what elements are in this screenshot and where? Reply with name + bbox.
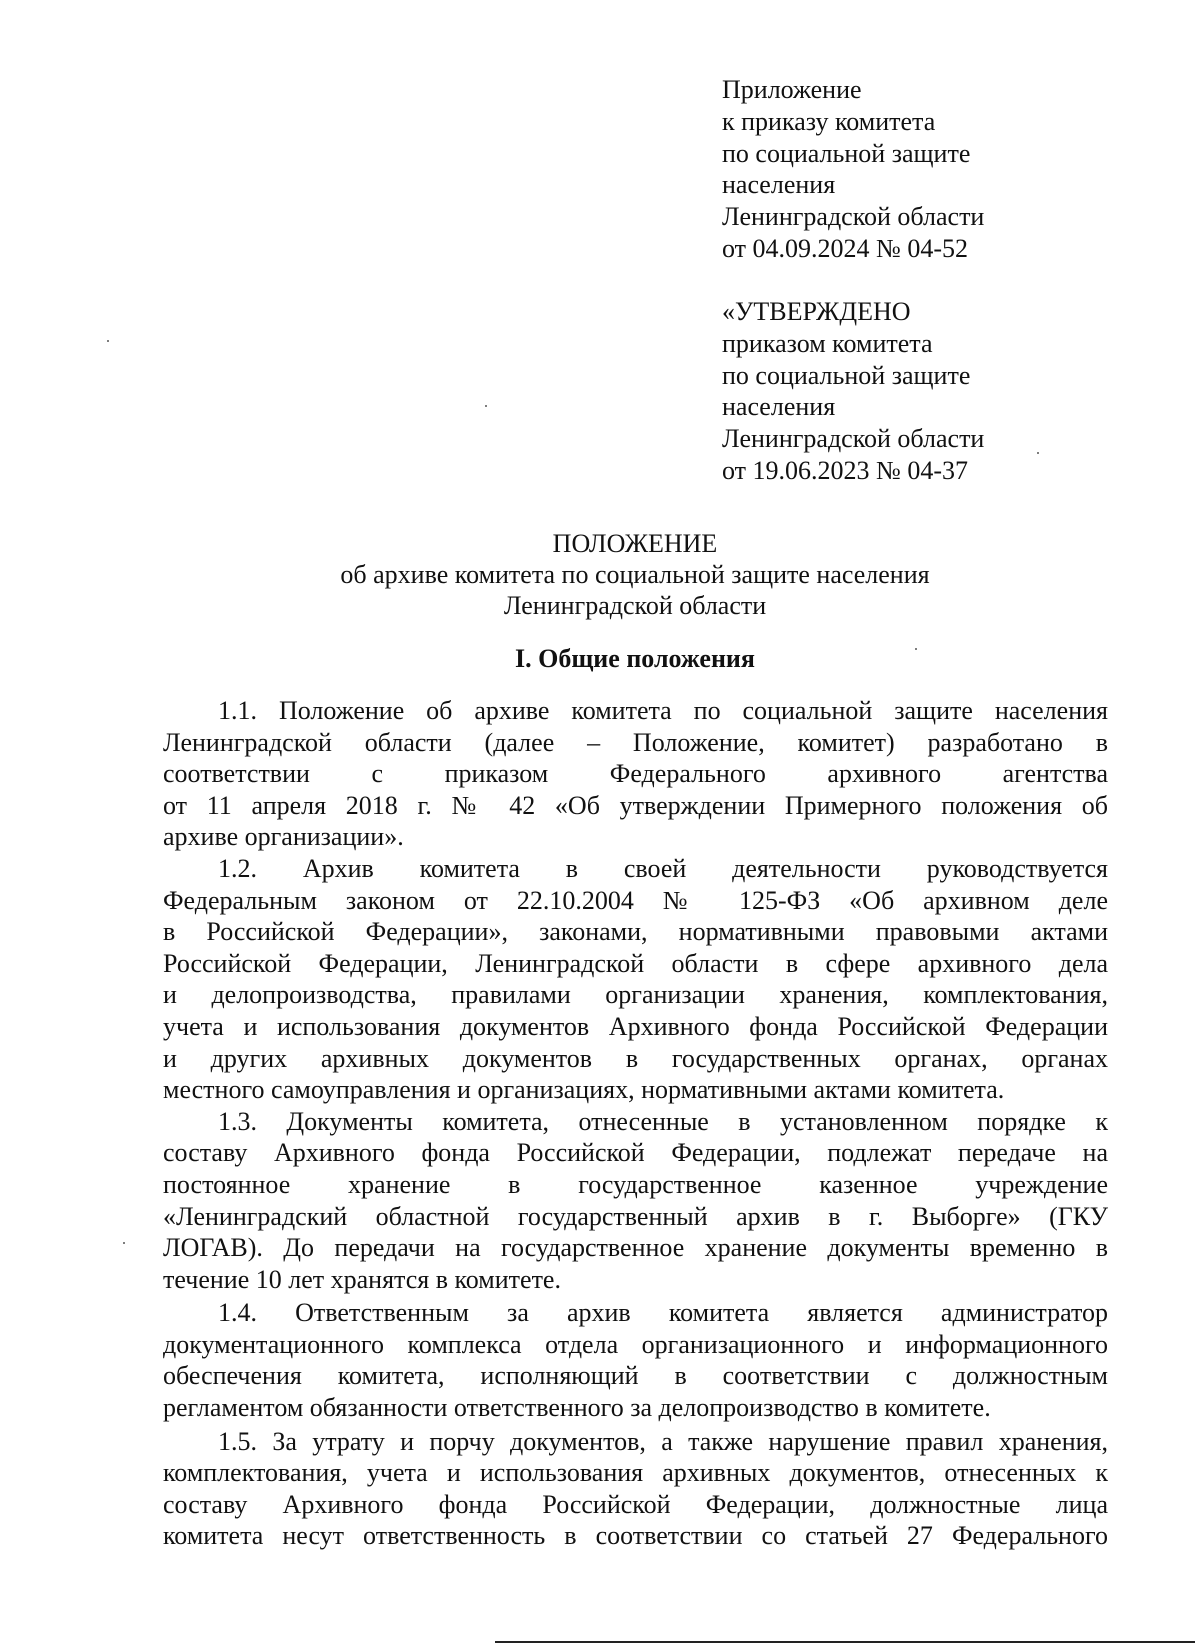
approval-line: приказом комитета: [722, 328, 933, 358]
title-main: ПОЛОЖЕНИЕ: [552, 529, 718, 558]
paragraph-line: 1.3. Документы комитета, отнесенные в установленном порядке к: [218, 1106, 1108, 1136]
paragraph-line: составу Архивного фонда Российской Федерации, подлежат передаче на: [163, 1138, 1108, 1168]
paragraph-line: комитета несут ответственность в соответствии со статьей 27 Федерального: [163, 1521, 1108, 1551]
paragraph-line: документационного комплекса отдела организационного и информационного: [163, 1329, 1108, 1359]
approval-block: [722, 296, 1082, 487]
paragraph-line: регламентом обязанности ответственного за делопроизводство в комитете.: [163, 1393, 991, 1423]
paragraph-line: 1.4. Ответственным за архив комитета является администратор: [218, 1298, 1108, 1328]
paragraph-line: «Ленинградский областной государственный архив в г. Выборге» (ГКУ: [163, 1201, 1108, 1231]
title-subtitle: об архиве комитета по социальной защите населения: [340, 560, 930, 589]
paragraph-5: [163, 1426, 1108, 1552]
scan-speck: [485, 405, 487, 407]
paragraph-line: местного самоуправления и организациях, нормативными актами комитета.: [163, 1075, 1005, 1105]
paragraph-line: Федеральным законом от 22.10.2004 № 125-ФЗ «Об архивном деле: [163, 885, 1108, 915]
appendix-line: Ленинградской области: [722, 202, 985, 232]
appendix-line: по социальной защите: [722, 138, 971, 168]
paragraph-2: [163, 853, 1108, 1106]
document-title: [160, 528, 1110, 621]
paragraph-line: ЛОГАВ). До передачи на государственное хранение документы временно в: [163, 1233, 1108, 1263]
appendix-line: Приложение: [722, 75, 862, 104]
approval-line: населения: [722, 392, 836, 422]
paragraph-line: постоянное хранение в государственное казенное учреждение: [163, 1169, 1108, 1199]
approval-order-date: от 19.06.2023 № 04-37: [722, 455, 968, 485]
scan-edge-line: [495, 1641, 1195, 1643]
paragraph-line: и других архивных документов в государственных органах, органах: [163, 1043, 1108, 1073]
paragraph-line: составу Архивного фонда Российской Федерации, должностные лица: [163, 1489, 1108, 1519]
paragraph-line: обеспечения комитета, исполняющий в соответствии с должностным: [163, 1361, 1108, 1391]
paragraph-line: в Российской Федерации», законами, нормативными правовыми актами: [163, 917, 1108, 947]
paragraph-line: комплектования, учета и использования архивных документов, отнесенных к: [163, 1458, 1108, 1488]
section-heading: I. Общие положения: [515, 644, 755, 673]
paragraph-line: Ленинградской области (далее – Положение, комитет) разработано в: [163, 727, 1108, 757]
paragraph-line: соответствии с приказом Федерального архивного агентства: [163, 759, 1108, 789]
paragraph-line: архиве организации».: [163, 822, 404, 852]
paragraph-line: учета и использования документов Архивного фонда Российской Федерации: [163, 1011, 1108, 1041]
scan-speck: [107, 340, 109, 342]
paragraph-3: [163, 1106, 1108, 1296]
approval-line: Ленинградской области: [722, 424, 985, 454]
appendix-line: к приказу комитета: [722, 106, 936, 136]
paragraph-line: Российской Федерации, Ленинградской области в сфере архивного дела: [163, 948, 1108, 978]
paragraph-line: от 11 апреля 2018 г. № 42 «Об утверждении Примерного положения об: [163, 790, 1108, 820]
paragraph-line: 1.5. За утрату и порчу документов, а также нарушение правил хранения,: [218, 1426, 1108, 1456]
scan-speck: [1037, 452, 1039, 454]
approval-line: по социальной защите: [722, 360, 971, 390]
title-subtitle: Ленинградской области: [503, 591, 767, 620]
paragraph-4: [163, 1297, 1108, 1423]
paragraph-line: течение 10 лет хранятся в комитете.: [163, 1264, 561, 1294]
appendix-order-date: от 04.09.2024 № 04-52: [722, 233, 968, 263]
scan-speck: [915, 648, 917, 650]
paragraph-line: 1.2. Архив комитета в своей деятельности руководствуется: [218, 853, 1108, 883]
document-body: [163, 695, 1108, 1552]
paragraph-line: и делопроизводства, правилами организации хранения, комплектования,: [163, 980, 1108, 1010]
paragraph-1: [163, 695, 1108, 853]
scan-speck: [123, 1242, 125, 1244]
appendix-line: населения: [722, 170, 836, 200]
approval-line: «УТВЕРЖДЕНО: [722, 297, 911, 326]
paragraph-line: 1.1. Положение об архиве комитета по социальной защите населения: [218, 696, 1108, 725]
appendix-reference-block: [722, 74, 1082, 265]
